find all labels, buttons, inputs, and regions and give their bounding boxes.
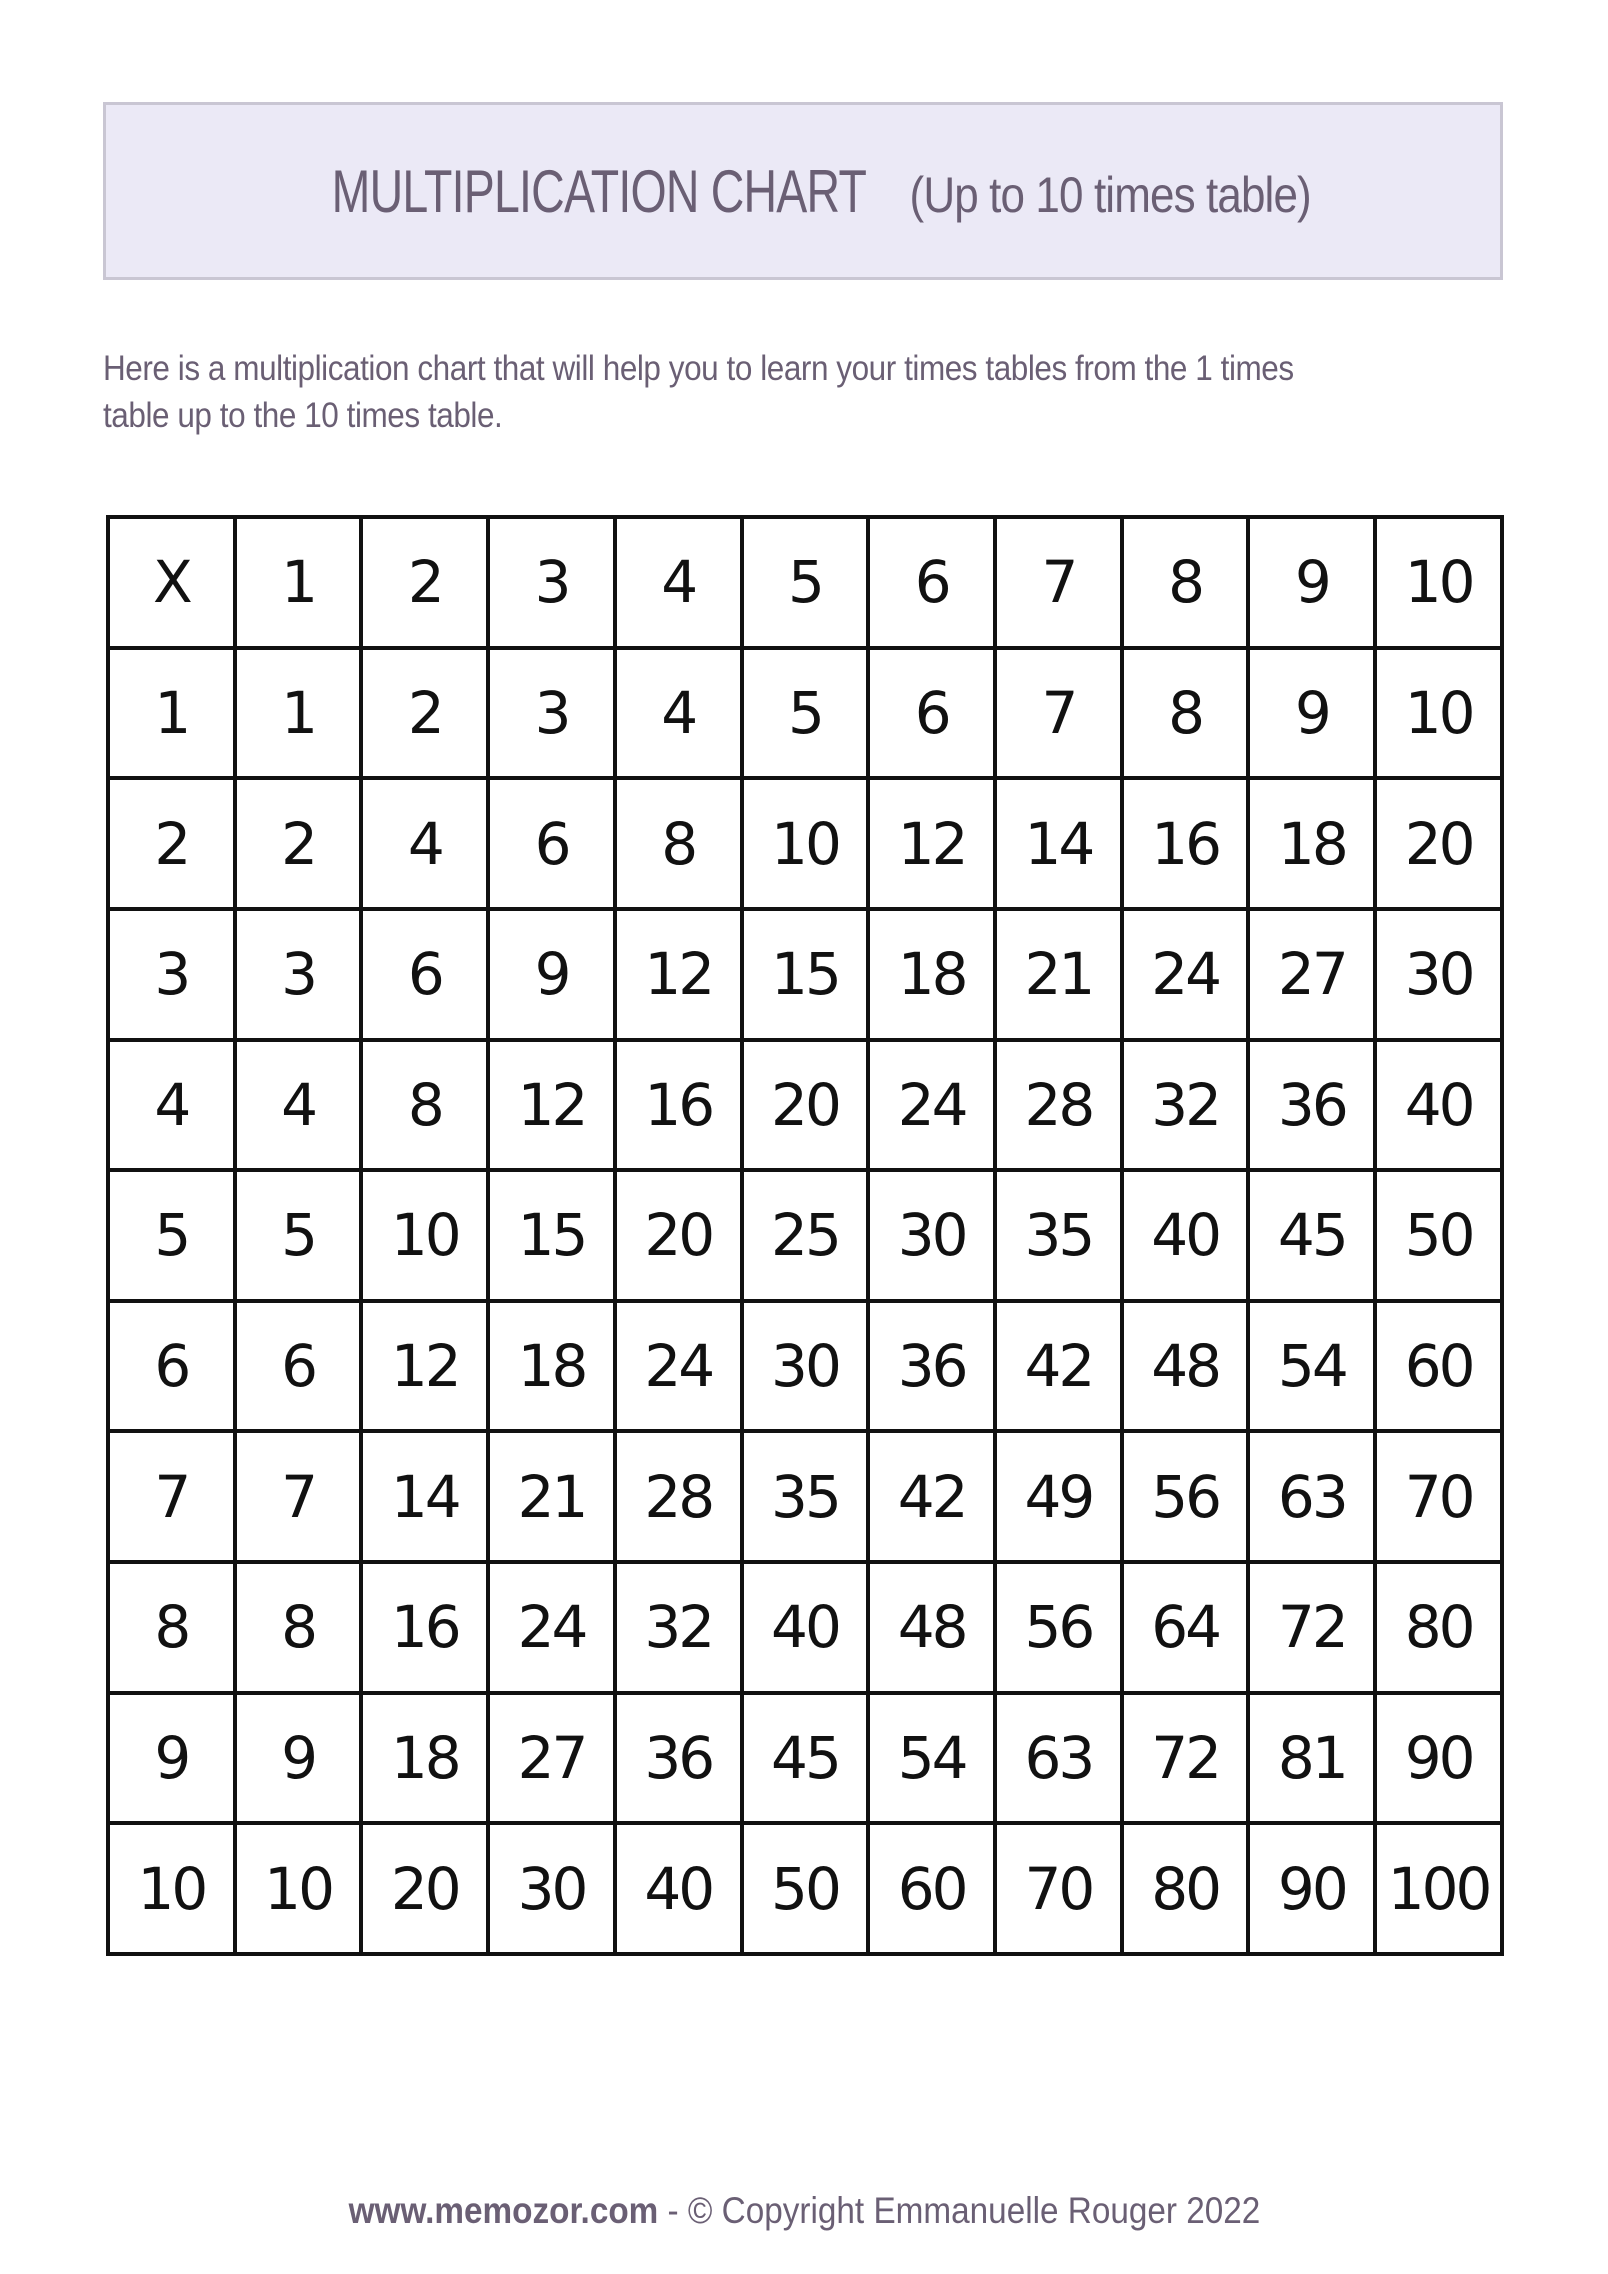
table-cell: 24 bbox=[1122, 909, 1249, 1040]
table-cell: 14 bbox=[361, 1431, 488, 1562]
row-header-cell: 7 bbox=[108, 1431, 235, 1562]
table-row bbox=[108, 648, 1502, 779]
table-cell: 14 bbox=[995, 778, 1122, 909]
table-cell: 28 bbox=[995, 1040, 1122, 1171]
table-cell: 20 bbox=[1375, 778, 1502, 909]
table-cell: 48 bbox=[1122, 1301, 1249, 1432]
table-cell: 4 bbox=[235, 1040, 362, 1171]
table-cell: 10 bbox=[1375, 648, 1502, 779]
column-header-cell: 6 bbox=[868, 517, 995, 648]
table-cell: 81 bbox=[1248, 1693, 1375, 1824]
table-cell: 8 bbox=[1122, 648, 1249, 779]
table-cell: 80 bbox=[1122, 1823, 1249, 1954]
table-cell: 1 bbox=[235, 648, 362, 779]
table-cell: 24 bbox=[868, 1040, 995, 1171]
table-cell: 4 bbox=[615, 648, 742, 779]
table-cell: 70 bbox=[995, 1823, 1122, 1954]
table-cell: 9 bbox=[235, 1693, 362, 1824]
intro-line-1: Here is a multiplication chart that will help you to learn your times tables from the 1 times bbox=[103, 349, 1294, 388]
table-cell: 28 bbox=[615, 1431, 742, 1562]
corner-cell: X bbox=[108, 517, 235, 648]
table-cell: 27 bbox=[1248, 909, 1375, 1040]
table-cell: 4 bbox=[361, 778, 488, 909]
table-header-row bbox=[108, 517, 1502, 648]
table-cell: 16 bbox=[615, 1040, 742, 1171]
column-header-cell: 4 bbox=[615, 517, 742, 648]
column-header-cell: 1 bbox=[235, 517, 362, 648]
table-cell: 32 bbox=[615, 1562, 742, 1693]
table-row bbox=[108, 778, 1502, 909]
table-cell: 6 bbox=[488, 778, 615, 909]
table-cell: 42 bbox=[995, 1301, 1122, 1432]
table-cell: 40 bbox=[742, 1562, 869, 1693]
table-cell: 3 bbox=[235, 909, 362, 1040]
table-cell: 18 bbox=[1248, 778, 1375, 909]
table-cell: 72 bbox=[1122, 1693, 1249, 1824]
table-cell: 35 bbox=[742, 1431, 869, 1562]
table-cell: 18 bbox=[868, 909, 995, 1040]
row-header-cell: 3 bbox=[108, 909, 235, 1040]
table-cell: 36 bbox=[615, 1693, 742, 1824]
table-cell: 50 bbox=[742, 1823, 869, 1954]
table-cell: 7 bbox=[235, 1431, 362, 1562]
table-cell: 30 bbox=[1375, 909, 1502, 1040]
row-header-cell: 10 bbox=[108, 1823, 235, 1954]
intro-paragraph bbox=[103, 345, 1503, 439]
column-header-cell: 2 bbox=[361, 517, 488, 648]
table-cell: 40 bbox=[1122, 1170, 1249, 1301]
table-row bbox=[108, 1301, 1502, 1432]
row-header-cell: 4 bbox=[108, 1040, 235, 1171]
table-cell: 12 bbox=[488, 1040, 615, 1171]
column-header-cell: 3 bbox=[488, 517, 615, 648]
table-cell: 72 bbox=[1248, 1562, 1375, 1693]
table-row bbox=[108, 1040, 1502, 1171]
column-header-cell: 9 bbox=[1248, 517, 1375, 648]
table-cell: 10 bbox=[742, 778, 869, 909]
table-cell: 3 bbox=[488, 648, 615, 779]
page-title: MULTIPLICATION CHART bbox=[331, 157, 867, 225]
table-row bbox=[108, 1562, 1502, 1693]
table-cell: 30 bbox=[488, 1823, 615, 1954]
table-cell: 10 bbox=[361, 1170, 488, 1301]
table-cell: 100 bbox=[1375, 1823, 1502, 1954]
table-cell: 5 bbox=[235, 1170, 362, 1301]
row-header-cell: 8 bbox=[108, 1562, 235, 1693]
page-subtitle: (Up to 10 times table) bbox=[909, 166, 1311, 223]
table-cell: 6 bbox=[868, 648, 995, 779]
table-cell: 40 bbox=[1375, 1040, 1502, 1171]
table-cell: 2 bbox=[235, 778, 362, 909]
title-group bbox=[295, 157, 1311, 226]
table-cell: 40 bbox=[615, 1823, 742, 1954]
table-row bbox=[108, 909, 1502, 1040]
table-cell: 18 bbox=[488, 1301, 615, 1432]
table-body bbox=[108, 517, 1502, 1954]
table-cell: 24 bbox=[488, 1562, 615, 1693]
table-cell: 2 bbox=[361, 648, 488, 779]
table-cell: 24 bbox=[615, 1301, 742, 1432]
table-cell: 16 bbox=[361, 1562, 488, 1693]
table-row bbox=[108, 1431, 1502, 1562]
table-cell: 70 bbox=[1375, 1431, 1502, 1562]
table-cell: 9 bbox=[1248, 648, 1375, 779]
intro-line-2: table up to the 10 times table. bbox=[103, 396, 503, 435]
table-cell: 20 bbox=[615, 1170, 742, 1301]
footer bbox=[0, 2190, 1608, 2232]
row-header-cell: 6 bbox=[108, 1301, 235, 1432]
table-cell: 63 bbox=[995, 1693, 1122, 1824]
table-cell: 54 bbox=[868, 1693, 995, 1824]
table-cell: 32 bbox=[1122, 1040, 1249, 1171]
table-cell: 16 bbox=[1122, 778, 1249, 909]
table-cell: 25 bbox=[742, 1170, 869, 1301]
table-cell: 9 bbox=[488, 909, 615, 1040]
table-row bbox=[108, 1693, 1502, 1824]
table-cell: 15 bbox=[488, 1170, 615, 1301]
table-cell: 21 bbox=[995, 909, 1122, 1040]
table-cell: 12 bbox=[361, 1301, 488, 1432]
table-cell: 18 bbox=[361, 1693, 488, 1824]
column-header-cell: 7 bbox=[995, 517, 1122, 648]
footer-text bbox=[348, 2190, 1260, 2232]
table-cell: 56 bbox=[1122, 1431, 1249, 1562]
table-cell: 90 bbox=[1248, 1823, 1375, 1954]
table-cell: 27 bbox=[488, 1693, 615, 1824]
table-cell: 30 bbox=[868, 1170, 995, 1301]
table-cell: 45 bbox=[742, 1693, 869, 1824]
table-cell: 50 bbox=[1375, 1170, 1502, 1301]
column-header-cell: 5 bbox=[742, 517, 869, 648]
table-cell: 10 bbox=[235, 1823, 362, 1954]
table-cell: 48 bbox=[868, 1562, 995, 1693]
table-cell: 36 bbox=[1248, 1040, 1375, 1171]
table-cell: 21 bbox=[488, 1431, 615, 1562]
table-cell: 20 bbox=[361, 1823, 488, 1954]
table-cell: 60 bbox=[1375, 1301, 1502, 1432]
table-cell: 64 bbox=[1122, 1562, 1249, 1693]
multiplication-table bbox=[106, 515, 1504, 1956]
footer-copyright: - © Copyright Emmanuelle Rouger 2022 bbox=[657, 2190, 1260, 2231]
table-cell: 8 bbox=[361, 1040, 488, 1171]
table-cell: 90 bbox=[1375, 1693, 1502, 1824]
row-header-cell: 9 bbox=[108, 1693, 235, 1824]
row-header-cell: 1 bbox=[108, 648, 235, 779]
table-row bbox=[108, 1170, 1502, 1301]
table-cell: 35 bbox=[995, 1170, 1122, 1301]
row-header-cell: 5 bbox=[108, 1170, 235, 1301]
table-cell: 6 bbox=[235, 1301, 362, 1432]
table-cell: 8 bbox=[615, 778, 742, 909]
footer-site-link[interactable]: www.memozor.com bbox=[348, 2190, 658, 2231]
table-cell: 80 bbox=[1375, 1562, 1502, 1693]
table-cell: 49 bbox=[995, 1431, 1122, 1562]
table-cell: 15 bbox=[742, 909, 869, 1040]
table-cell: 12 bbox=[615, 909, 742, 1040]
table-cell: 54 bbox=[1248, 1301, 1375, 1432]
table-cell: 30 bbox=[742, 1301, 869, 1432]
table-cell: 8 bbox=[235, 1562, 362, 1693]
table-cell: 20 bbox=[742, 1040, 869, 1171]
table-cell: 56 bbox=[995, 1562, 1122, 1693]
table-cell: 42 bbox=[868, 1431, 995, 1562]
row-header-cell: 2 bbox=[108, 778, 235, 909]
column-header-cell: 8 bbox=[1122, 517, 1249, 648]
table-cell: 12 bbox=[868, 778, 995, 909]
table-cell: 63 bbox=[1248, 1431, 1375, 1562]
table-cell: 60 bbox=[868, 1823, 995, 1954]
column-header-cell: 10 bbox=[1375, 517, 1502, 648]
table-cell: 5 bbox=[742, 648, 869, 779]
table-cell: 6 bbox=[361, 909, 488, 1040]
table-cell: 45 bbox=[1248, 1170, 1375, 1301]
table-row bbox=[108, 1823, 1502, 1954]
title-banner bbox=[103, 102, 1503, 280]
table-cell: 36 bbox=[868, 1301, 995, 1432]
table-cell: 7 bbox=[995, 648, 1122, 779]
